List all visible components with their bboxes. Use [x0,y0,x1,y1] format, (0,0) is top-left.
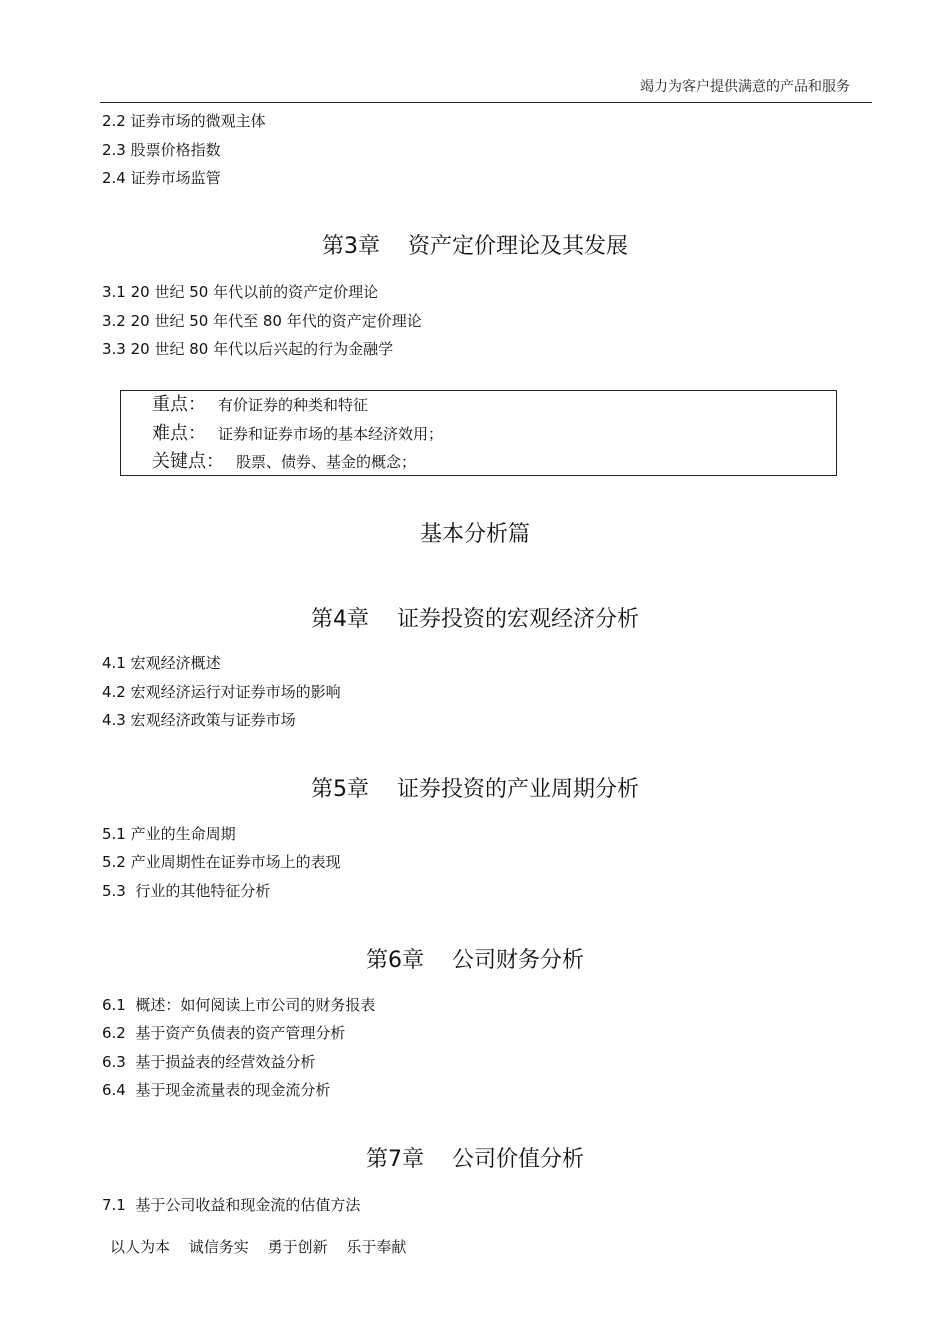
keypoint-row: 关键点： 股票、债券、基金的概念； [152,451,417,472]
toc-item: 5.3 行业的其他特征分析 [102,882,271,900]
toc-item: 6.3 基于损益表的经营效益分析 [102,1053,316,1071]
keypoint-row: 重点： 有价证券的种类和特征 [152,394,369,415]
header-slogan: 竭力为客户提供满意的产品和服务 [640,79,850,95]
toc-item: 6.4 基于现金流量表的现金流分析 [102,1081,331,1099]
footer-motto: 诚信务实 [188,1238,249,1256]
toc-item: 4.2 宏观经济运行对证券市场的影响 [102,683,341,701]
toc-item: 5.1 产业的生命周期 [102,825,236,843]
toc-item: 2.3 股票价格指数 [102,141,221,159]
toc-item: 3.3 20 世纪 80 年代以后兴起的行为金融学 [102,340,394,358]
footer-motto: 乐于奉献 [346,1238,407,1256]
footer-mottos [110,1236,420,1257]
toc-item: 3.2 20 世纪 50 年代至 80 年代的资产定价理论 [102,312,422,330]
toc-item: 4.3 宏观经济政策与证券市场 [102,711,296,729]
toc-item: 5.2 产业周期性在证券市场上的表现 [102,853,341,871]
toc-item: 2.2 证券市场的微观主体 [102,112,266,130]
chapter-4-heading: 第4章 证券投资的宏观经济分析 [310,607,639,632]
chapter-6-heading: 第6章 公司财务分析 [365,948,584,973]
toc-item: 6.2 基于资产负债表的资产管理分析 [102,1024,346,1042]
toc-item: 7.1 基于公司收益和现金流的估值方法 [102,1196,361,1214]
chapter-5-heading: 第5章 证券投资的产业周期分析 [310,777,639,802]
chapter-3-heading: 第3章 资产定价理论及其发展 [321,234,628,259]
part-title: 基本分析篇 [419,522,530,547]
footer-motto: 以人为本 [110,1238,171,1256]
toc-item: 2.4 证券市场监管 [102,169,221,187]
toc-item: 4.1 宏观经济概述 [102,654,221,672]
toc-item: 3.1 20 世纪 50 年代以前的资产定价理论 [102,283,379,301]
keypoints-box [120,390,837,476]
toc-item: 6.1 概述：如何阅读上市公司的财务报表 [102,996,376,1014]
chapter-7-heading: 第7章 公司价值分析 [365,1147,584,1172]
footer-motto: 勇于创新 [267,1238,328,1256]
header-divider [100,102,872,103]
keypoint-row: 难点： 证券和证券市场的基本经济效用； [152,423,444,444]
